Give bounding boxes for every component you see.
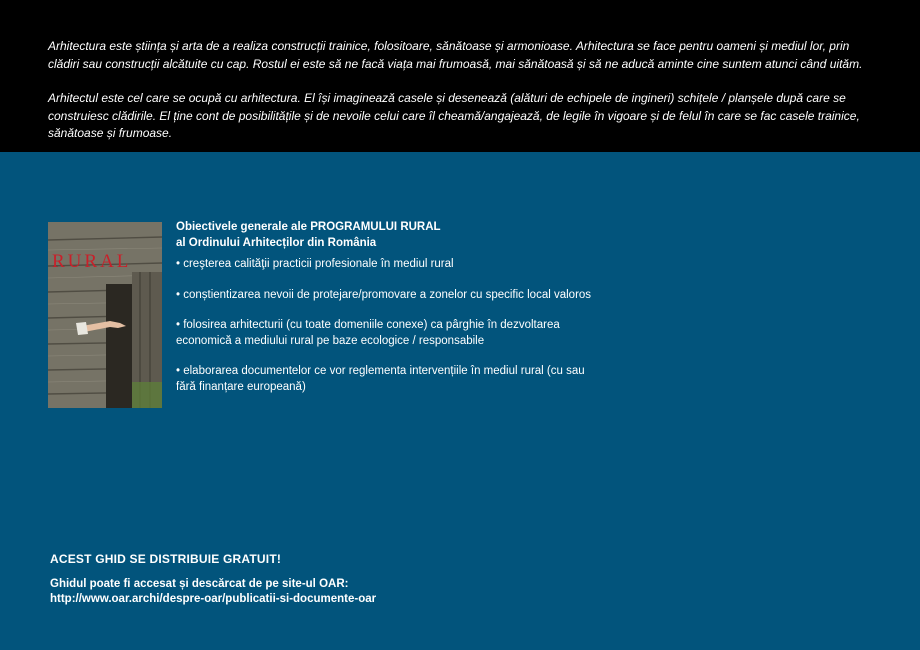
- objectives-title: [176, 220, 596, 251]
- access-info-text: Ghidul poate fi accesat și descărcat de pe site-ul OAR:: [50, 578, 349, 590]
- objective-item: • folosirea arhitecturii (cu toate domeniile conexe) ca pârghie în dezvoltarea economică a mediului rural pe baze ecologice / responsabile: [176, 319, 560, 347]
- intro-band: [0, 0, 920, 152]
- distribution-heading: ACEST GHID SE DISTRIBUIE GRATUIT!: [50, 552, 282, 566]
- cover-title: RURAL: [52, 251, 132, 272]
- distribution-note: [50, 552, 550, 607]
- objectives-title-line-1: Obiectivele generale ale PROGRAMULUI RURAL: [176, 221, 441, 233]
- objectives-title-line-2: al Ordinului Arhitecților din România: [176, 236, 377, 249]
- objective-item: • creşterea calităţii practicii profesionale în mediul rural: [176, 258, 454, 270]
- intro-paragraph-architecture: Arhitectura este știința și arta de a realiza construcții trainice, folositoare, sănătoase și armonioase. Arhitectura se face pentru oameni și mediul lor, prin clădiri sau construcții alcătuite cu cap. Rostul ei este să ne facă viața mai frumoasă, mai sănătoasă și să ne aducă aminte cine suntem atunci când uităm.: [48, 39, 863, 71]
- oar-publications-link[interactable]: http://www.oar.archi/despre-oar/publicatii-si-documente-oar: [50, 593, 377, 605]
- objective-item: • conștientizarea nevoii de protejare/promovare a zonelor cu specific local valoros: [176, 288, 592, 301]
- rural-program-cover-image: [48, 222, 162, 408]
- intro-paragraph-architect: Arhitectul este cel care se ocupă cu arhitectura. El își imaginează casele și desenează (alături de echipele de ingineri) schițele / planșele după care se construiesc clădirile. El ține cont de posibilitățile și de nevoile celui care îl cheamă/angajează, de legile în vigoare și de felul în care se fac casele trainice, sănătoase și frumoase.: [48, 91, 860, 140]
- objectives-section: [176, 220, 596, 395]
- objective-item: • elaborarea documentelor ce vor reglementa intervențiile în mediul rural (cu sau fără finanțare europeană): [176, 365, 585, 393]
